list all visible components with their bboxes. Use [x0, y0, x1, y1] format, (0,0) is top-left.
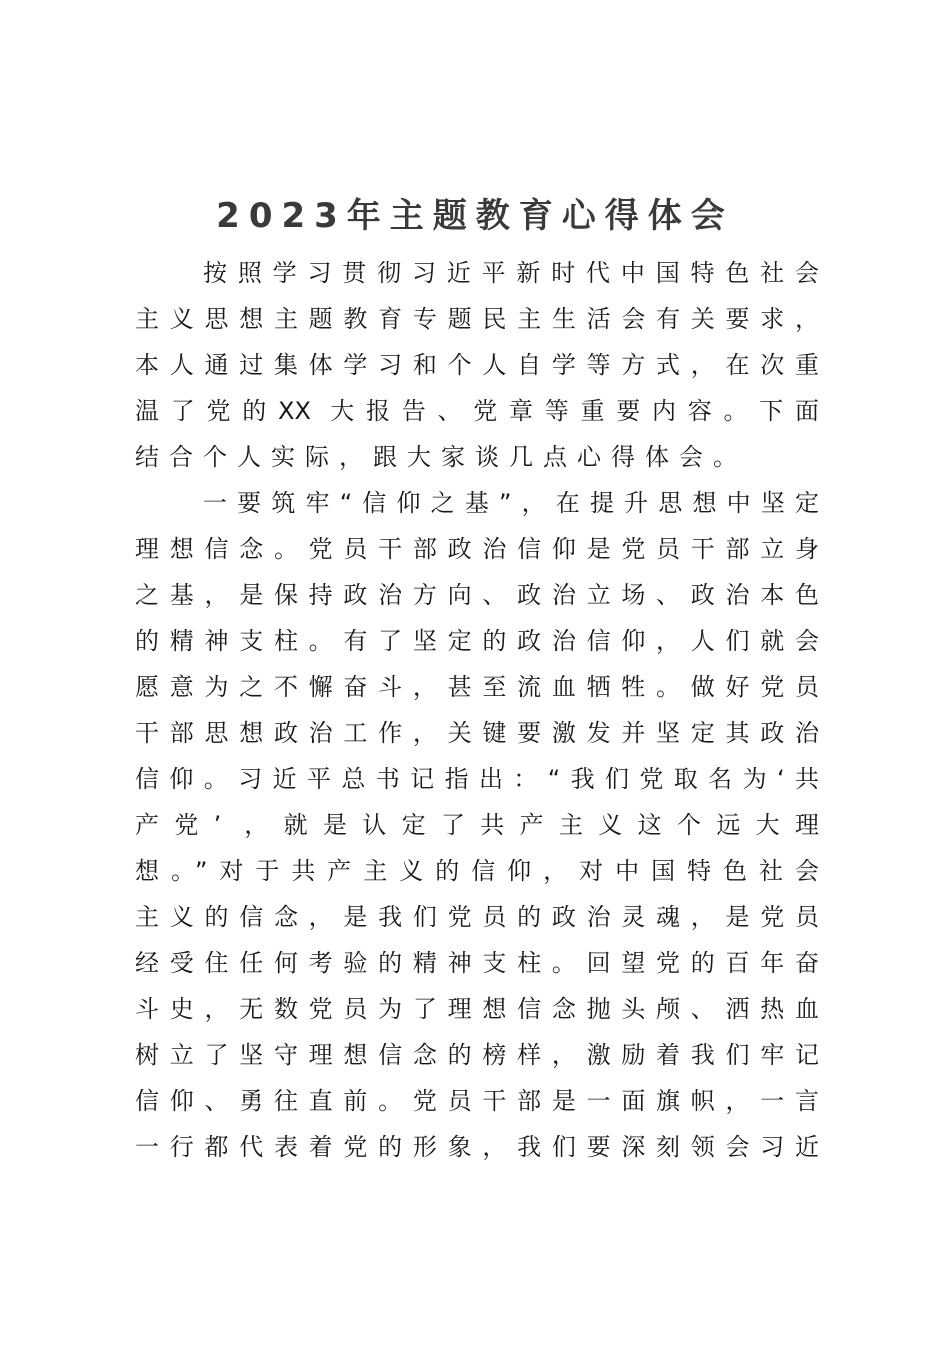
- text-line: 主义思想主题教育专题民主生活会有关要求，: [135, 305, 819, 333]
- text-line: 信仰、勇往直前。党员干部是一面旗帜，一言: [135, 1087, 819, 1115]
- text-line: 温了党的XX 大报告、党章等重要内容。下面: [135, 397, 819, 425]
- document-title: 2023年主题教育心得体会: [216, 196, 734, 236]
- text-line: 的精神支柱。有了坚定的政治信仰，人们就会: [135, 627, 819, 655]
- text-line: 干部思想政治工作，关键要激发并坚定其政治: [135, 719, 819, 747]
- text-line: 产党’ ，就是认定了共产主义这个远大理: [135, 811, 819, 839]
- text-line: 树立了坚守理想信念的榜样，激励着我们牢记: [135, 1041, 819, 1069]
- text-line: 之基，是保持政治方向、政治立场、政治本色: [135, 581, 819, 609]
- text-line: 一行都代表着党的形象，我们要深刻领会习近: [135, 1133, 819, 1161]
- text-line: 愿意为之不懈奋斗，甚至流血牺牲。做好党员: [135, 673, 819, 701]
- text-line: 按照学习贯彻习近平新时代中国特色社会: [203, 259, 819, 287]
- document-body: [135, 250, 819, 1170]
- text-line: 一要筑牢“信仰之基”，在提升思想中坚定: [203, 489, 819, 517]
- text-line: 信仰。习近平总书记指出：“我们党取名为‘共: [135, 765, 819, 793]
- text-line: 本人通过集体学习和个人自学等方式，在次重: [135, 351, 819, 379]
- text-line: 理想信念。党员干部政治信仰是党员干部立身: [135, 535, 819, 563]
- text-line: 斗史，无数党员为了理想信念抛头颅、洒热血: [135, 995, 819, 1023]
- text-line: 结合个人实际，跟大家谈几点心得体会。: [135, 443, 747, 471]
- text-line: 经受住任何考验的精神支柱。回望党的百年奋: [135, 949, 819, 977]
- text-line: 想。”对于共产主义的信仰，对中国特色社会: [135, 857, 819, 885]
- text-line: 主义的信念，是我们党员的政治灵魂，是党员: [135, 903, 819, 931]
